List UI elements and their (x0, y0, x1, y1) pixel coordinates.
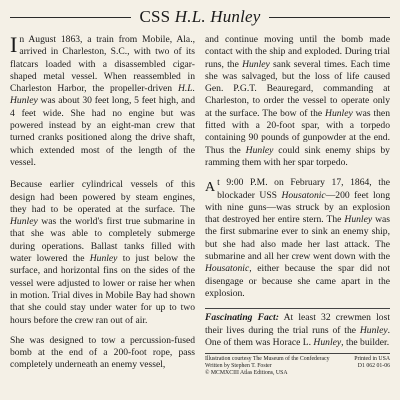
fact-label: Fascinating Fact: (205, 312, 279, 324)
paragraph-attack-lead: t 9:00 P.M. on February 17, 1864, the (217, 177, 390, 189)
title-rule-left (10, 17, 131, 18)
credits-left (205, 356, 330, 377)
credits (205, 353, 390, 377)
paragraph-submarine: Because earlier cylindrical vessels of this design had been powered by steam engines, they had to be operated at the surface. The Hunley was the world's first true submarine in that she was able to completely submerge during operations. Ballast tanks filled with water lowered the Hunley to just below the surface, and horizontal fins on the sides of the vessel were adjusted to lower or raise her when in motion. Trial dives in Mobile Bay had shown that she could stay under water for up to two hours before the crew ran out of air. (10, 179, 195, 326)
paragraph-attack-text: blockader USS Housatonic—200 feet long with nine guns—was struck by an explosion that destroyed her entire stern. The Hunley was the first submarine ever to sink an enemy ship, but she had also made her last attack. The submarine and all her crew went down with the Housatonic, either because the spar did not disengage or because she came apart in the explosion. (205, 189, 390, 299)
credit-author: Written by Stephen T. Foster (205, 363, 272, 370)
credits-right (354, 356, 390, 377)
paragraph-intro (10, 34, 195, 169)
fascinating-fact (205, 308, 390, 349)
credit-illustration: Illustration courtesy The Museum of the Confederacy (205, 356, 330, 363)
fact-paragraph (205, 312, 390, 349)
credit-printed: Printed in USA (354, 356, 390, 363)
right-column (205, 34, 390, 380)
page-title (131, 7, 268, 27)
paragraph-spar: and continue moving until the bomb made contact with the ship and exploded. During trial runs, the Hunley sank several times. Each time she was salvaged, but the loss of life caused Gen. P.G.T. Beauregard, commanding at Charleston, to order the vessel to operate only at the surface. The bow of the Hunley was then fitted with a 20-foot spar, with a torpedo containing 90 pounds of gunpowder at the end. Thus the Hunley could sink enemy ships by ramming them with her spar torpedo. (205, 34, 390, 168)
drop-cap: I (10, 32, 18, 57)
title-row (10, 7, 390, 27)
paragraph-attack (205, 177, 390, 300)
columns (10, 34, 390, 380)
title-name: H.L. Hunley (174, 7, 261, 26)
left-column (10, 34, 195, 380)
paragraph-intro-text: n August 1863, a train from Mobile, Ala., arrived in Charleston, S.C., with two of its flatcars loaded with a disassembled cigar-shaped metal vessel. When reassembled in Charleston Harbor, the propeller-driven H.L. Hunley was about 30 feet long, 5 feet high, and 4 feet wide. She had no engine but was powered instead by an eight-man crew that turned cranks positioned along the drive shaft, which extended most of the length of the vessel. (10, 34, 195, 168)
title-rule-right (269, 17, 390, 18)
title-prefix: CSS (139, 7, 175, 26)
fact-text: At least 32 crewmen lost their lives during the trial runs of the Hunley. One of them was Horace L. Hunley, the builder. (205, 312, 390, 348)
credit-copyright: © MCMXCIII Atlas Editions, USA (205, 370, 288, 377)
paragraph-design: She was designed to tow a percussion-fused bomb at the end of a 200-foot rope, pass completely underneath an enemy vessel, (10, 334, 195, 371)
credit-code: D1 062 01-06 (357, 363, 390, 370)
initial-cap: A (205, 180, 216, 196)
